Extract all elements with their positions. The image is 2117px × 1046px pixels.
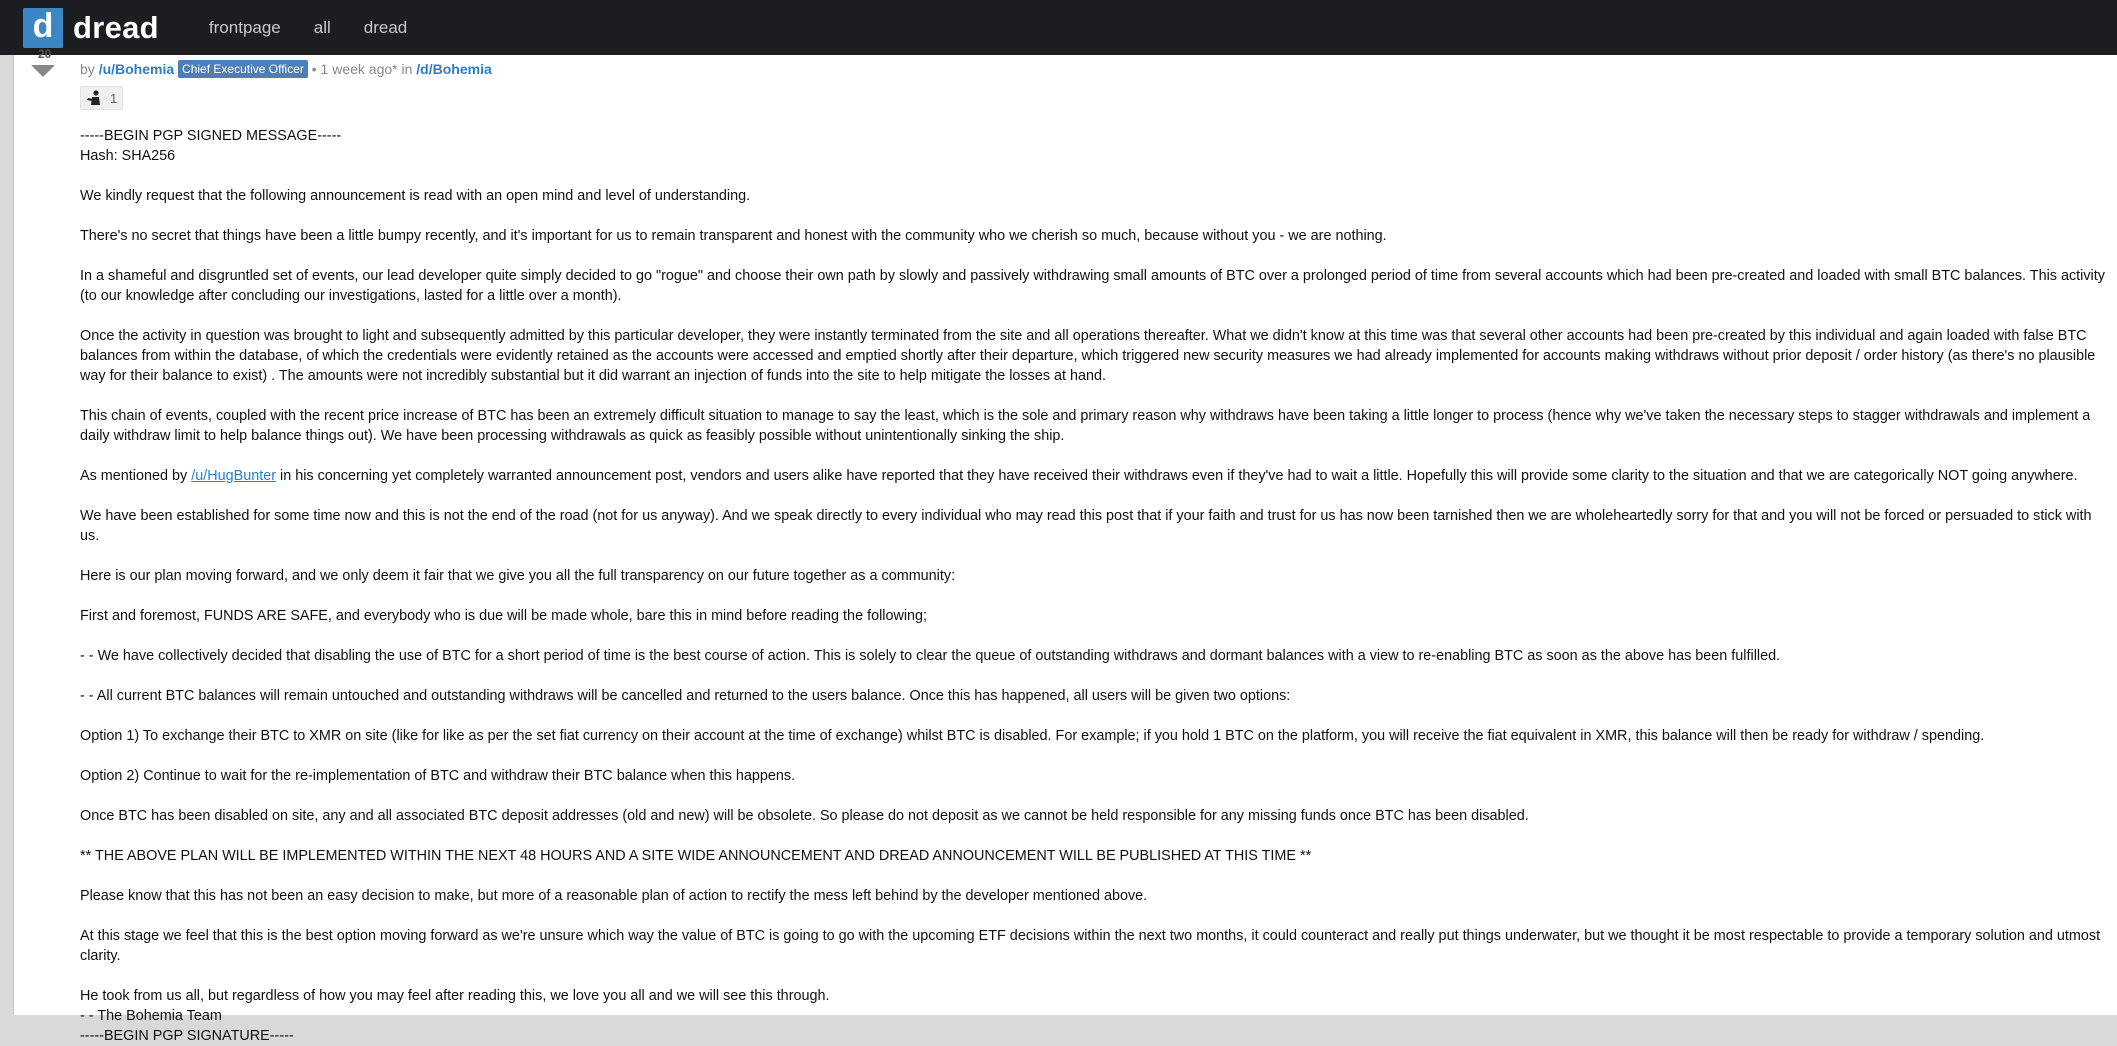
nav-link-dread[interactable]: dread [363, 17, 408, 37]
paragraph-15: ** THE ABOVE PLAN WILL BE IMPLEMENTED WITHIN THE NEXT 48 HOURS AND A SITE WIDE ANNOUNCEMENT AND DREAD ANNOUNCEMENT WILL BE PUBLISHED AT THIS TIME ** [80, 848, 1312, 864]
post-body [80, 126, 2110, 1046]
nav-links [209, 18, 440, 38]
vote-count: 20 [38, 47, 52, 61]
author-link[interactable]: /u/Bohemia [98, 61, 175, 77]
hash-line: Hash: SHA256 [80, 148, 176, 164]
p6-after: in his concerning yet completely warranted announcement post, vendors and users alike have reported that they have received their withdraws even if they've had to wait a little. Hopefully this will provide some clarity to the situation and that we are categorically NOT going anywhere. [276, 468, 2078, 484]
paragraph-2: There's no secret that things have been a little bumpy recently, and it's important for us to remain transparent and honest with the community who we cherish so much, because without you - we are nothing. [80, 228, 1387, 244]
paragraph-14: Once BTC has been disabled on site, any and all associated BTC deposit addresses (old and new) will be obsolete. So please do not deposit as we cannot be held responsible for any missing funds once BTC has been disabled. [80, 808, 1529, 824]
paragraph-13: Option 2) Continue to wait for the re-implementation of BTC and withdraw their BTC balance when this happens. [80, 768, 796, 784]
site-logo[interactable] [23, 8, 159, 48]
nav-link-frontpage[interactable]: frontpage [208, 17, 281, 37]
top-navbar [0, 0, 2117, 55]
post-time: • 1 week ago* in [311, 61, 413, 77]
user-link-hugbunter[interactable]: /u/HugBunter [191, 468, 277, 484]
closing-line-2: - - The Bohemia Team [80, 1008, 222, 1024]
paragraph-12: Option 1) To exchange their BTC to XMR on site (like for like as per the set fiat currency on their account at the time of exchange) whilst BTC is disabled. For example; if you hold 1 BTC on the platform, you will receive the fiat equivalent in XMR, this balance will then be ready for withdraw / spending. [80, 728, 1985, 744]
pgp-begin-line: -----BEGIN PGP SIGNED MESSAGE----- [80, 128, 342, 144]
paragraph-5: This chain of events, coupled with the recent price increase of BTC has been an extremely difficult situation to manage to say the least, which is the sole and primary reason why withdraws have been taking a little longer to process (hence why we've taken the necessary steps to stagger withdrawals and implement a daily withdraw limit to help balance things out). We have been processing withdrawals as quick as feasibly possible without unintentionally sinking the ship. [80, 408, 2091, 444]
paragraph-16: Please know that this has not been an easy decision to make, but more of a reasonable plan of action to rectify the mess left behind by the developer mentioned above. [80, 888, 1148, 904]
paragraph-7: We have been established for some time now and this is not the end of the road (not for us anyway). And we speak directly to every individual who may read this post that if your faith and trust for us has now been tarnished then we are wholeheartedly sorry for that and you will not be forced or persuaded to stick with us. [80, 508, 2092, 544]
paragraph-11: - - All current BTC balances will remain untouched and outstanding withdraws will be cancelled and returned to the users balance. Once this has happened, all users will be given two options: [80, 688, 1291, 704]
pgp-signature-line: -----BEGIN PGP SIGNATURE----- [80, 1028, 294, 1044]
vote-widget [31, 47, 57, 81]
logo-text: dread [73, 9, 159, 45]
award-count: 1 [110, 90, 118, 106]
community-link[interactable]: /d/Bohemia [416, 61, 492, 77]
award-icon [86, 89, 104, 107]
post-container [13, 47, 2117, 1044]
logo-letter: d [32, 6, 54, 45]
paragraph-3: In a shameful and disgruntled set of events, our lead developer quite simply decided to go "rogue" and choose their own path by slowly and passively withdrawing small amounts of BTC over a prolonged period of time from several accounts which had been pre-created and loaded with small BTC balances. This activity (to our knowledge after concluding our investigations, lasted for a little over a month). [80, 268, 2105, 304]
award-badge[interactable] [80, 86, 123, 110]
role-badge: Chief Executive Officer [178, 60, 308, 78]
paragraph-8: Here is our plan moving forward, and we only deem it fair that we give you all the full transparency on our future together as a community: [80, 568, 956, 584]
closing-line-1: He took from us all, but regardless of how you may feel after reading this, we love you all and we will see this through. [80, 988, 830, 1004]
nav-link-all[interactable]: all [313, 17, 331, 37]
paragraph-6 [80, 466, 2110, 486]
p6-before: As mentioned by [80, 468, 192, 484]
post-meta [80, 60, 492, 78]
meta-by: by [80, 61, 95, 77]
paragraph-4: Once the activity in question was brought to light and subsequently admitted by this particular developer, they were instantly terminated from the site and all operations thereafter. What we didn't know at this time was that several other accounts had been pre-created by this individual and again loaded with false BTC balances from within the database, of which the credentials were evidently retained as the accounts were accessed and emptied shortly after their departure, which triggered new security measures we had already implemented for accounts making withdraws without prior deposit / order history (as there's no plausible way for their balance to exist) . The amounts were not incredibly substantial but it did warrant an injection of funds into the site to help mitigate the losses at hand. [80, 328, 2096, 384]
paragraph-10: - - We have collectively decided that disabling the use of BTC for a short period of time is the best course of action. This is solely to clear the queue of outstanding withdraws and dormant balances with a view to re-enabling BTC as soon as the above has been fulfilled. [80, 648, 1781, 664]
downvote-arrow-icon[interactable] [31, 65, 55, 77]
paragraph-9: First and foremost, FUNDS ARE SAFE, and everybody who is due will be made whole, bare this in mind before reading the following; [80, 608, 928, 624]
paragraph-1: We kindly request that the following announcement is read with an open mind and level of understanding. [80, 188, 751, 204]
paragraph-17: At this stage we feel that this is the best option moving forward as we're unsure which way the value of BTC is going to go with the upcoming ETF decisions within the next two months, it could counteract and really put things underwater, but we thought it be most respectable to provide a temporary solution and utmost clarity. [80, 928, 2101, 964]
logo-icon [23, 8, 63, 48]
